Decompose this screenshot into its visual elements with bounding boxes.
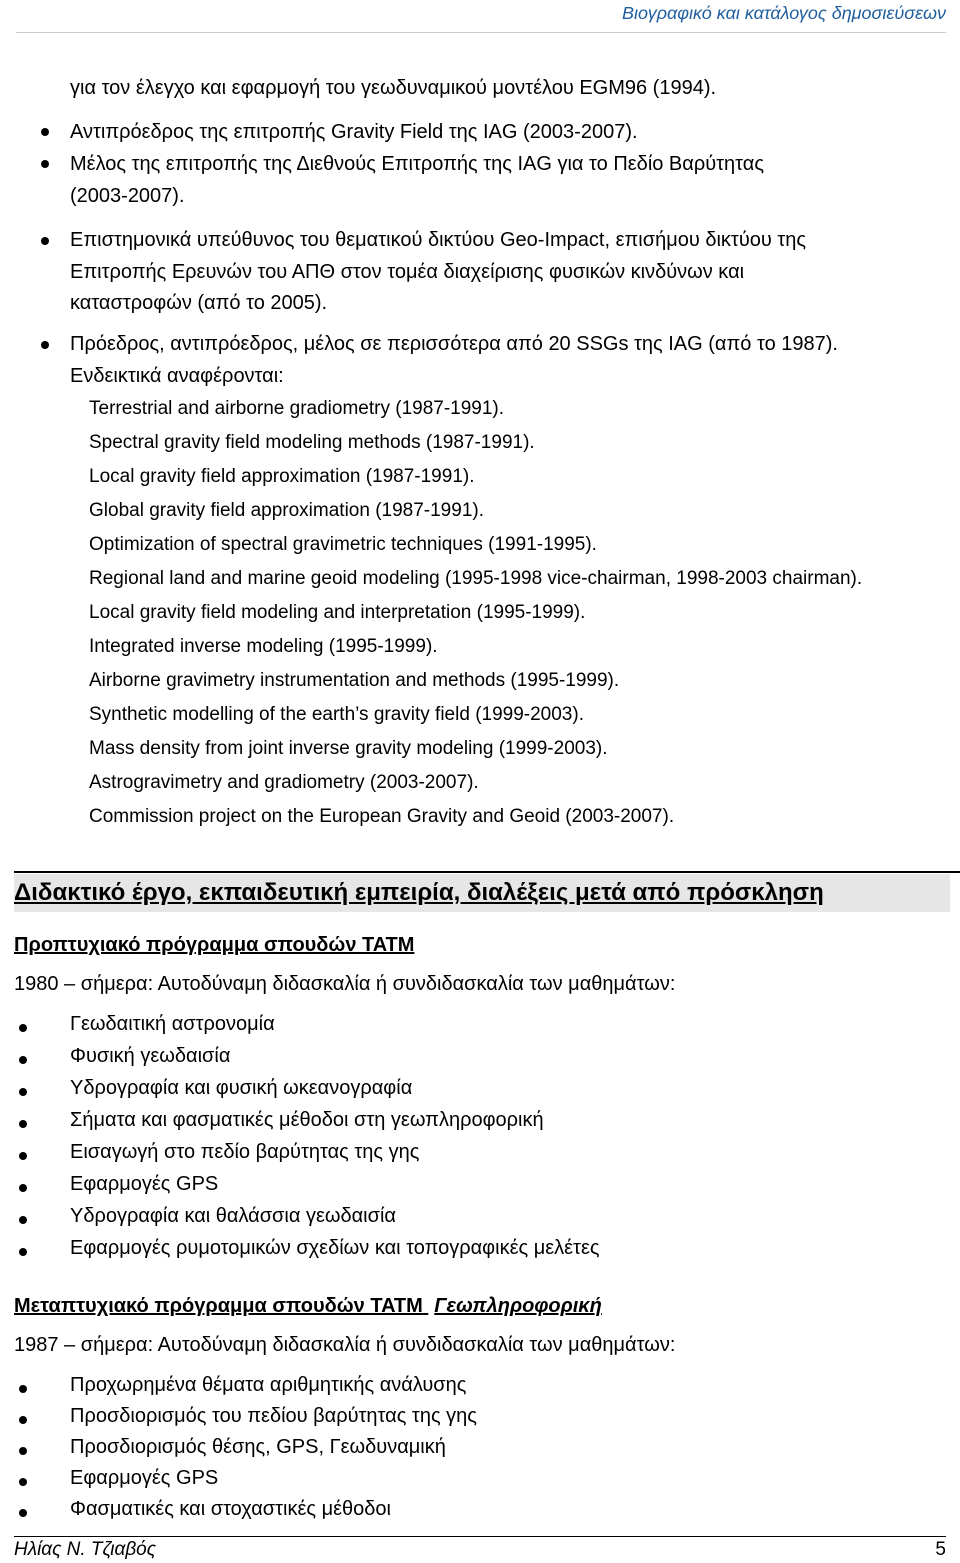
role-item: Μέλος της επιτροπής της Διεθνούς Επιτροπής της IAG για το Πεδίο Βαρύτητας xyxy=(70,153,764,175)
role-item: Αντιπρόεδρος της επιτροπής Gravity Field της IAG (2003-2007). xyxy=(70,121,638,143)
course-item: Προσδιορισμός θέσης, GPS, Γεωδυναμική xyxy=(70,1436,446,1458)
bullet-icon xyxy=(19,1184,27,1192)
page-number: 5 xyxy=(935,1539,946,1560)
ssg-item: Airborne gravimetry instrumentation and methods (1995-1999). xyxy=(89,670,620,691)
course-item: Σήματα και φασματικές μέθοδοι στη γεωπληροφορική xyxy=(70,1109,544,1131)
footer-author: Ηλίας Ν. Τζιαβός xyxy=(14,1539,156,1560)
role-item-continuation: καταστροφών (από το 2005). xyxy=(70,292,328,314)
course-item: Εισαγωγή στο πεδίο βαρύτητας της γης xyxy=(70,1141,420,1163)
ssg-item: Terrestrial and airborne gradiometry (1987-1991). xyxy=(89,398,505,419)
ssg-item: Mass density from joint inverse gravity modeling (1999-2003). xyxy=(89,738,608,759)
bullet-icon xyxy=(19,1509,27,1517)
ssg-item: Local gravity field modeling and interpretation (1995-1999). xyxy=(89,602,586,623)
bullet-icon xyxy=(19,1120,27,1128)
course-item: Εφαρμογές ρυμοτομικών σχεδίων και τοπογραφικές μελέτες xyxy=(70,1237,600,1259)
role-item-continuation: Ενδεικτικά αναφέρονται: xyxy=(70,365,284,387)
section-heading: Διδακτικό έργο, εκπαιδευτική εμπειρία, διαλέξεις μετά από πρόσκληση xyxy=(14,874,950,912)
course-item: Υδρογραφία και φυσική ωκεανογραφία xyxy=(70,1077,413,1099)
postgrad-heading xyxy=(14,1295,602,1318)
bullet-icon xyxy=(19,1385,27,1393)
bullet-icon xyxy=(19,1056,27,1064)
bullet-icon xyxy=(19,1024,27,1032)
course-item: Υδρογραφία και θαλάσσια γεωδαισία xyxy=(70,1205,396,1227)
undergrad-intro: 1980 – σήμερα: Αυτοδύναμη διδασκαλία ή συνδιδασκαλία των μαθημάτων: xyxy=(14,973,676,995)
running-header: Βιογραφικό και κατάλογος δημοσιεύσεων xyxy=(622,3,946,23)
course-item: Προχωρημένα θέματα αριθμητικής ανάλυσης xyxy=(70,1374,467,1396)
postgrad-intro: 1987 – σήμερα: Αυτοδύναμη διδασκαλία ή συνδιδασκαλία των μαθημάτων: xyxy=(14,1334,676,1356)
ssg-item: Astrogravimetry and gradiometry (2003-2007). xyxy=(89,772,479,793)
course-item: Γεωδαιτική αστρονομία xyxy=(70,1013,275,1035)
header-divider xyxy=(16,32,946,33)
ssg-item: Commission project on the European Gravity and Geoid (2003-2007). xyxy=(89,806,675,827)
section-divider xyxy=(14,871,960,873)
bullet-icon xyxy=(19,1248,27,1256)
postgrad-heading-text: Μεταπτυχιακό πρόγραμμα σπουδών ΤΑΤΜ xyxy=(14,1295,423,1317)
undergrad-heading: Προπτυχιακό πρόγραμμα σπουδών ΤΑΤΜ xyxy=(14,934,415,956)
ssg-item: Global gravity field approximation (1987-1991). xyxy=(89,500,484,521)
role-item: Πρόεδρος, αντιπρόεδρος, μέλος σε περισσότερα από 20 SSGs της IAG (από το 1987). xyxy=(70,333,838,355)
bullet-icon xyxy=(41,237,49,245)
continuation-line: για τον έλεγχο και εφαρμογή του γεωδυναμικού μοντέλου EGM96 (1994). xyxy=(70,77,717,99)
ssg-item: Local gravity field approximation (1987-1991). xyxy=(89,466,475,487)
bullet-icon xyxy=(19,1088,27,1096)
bullet-icon xyxy=(41,128,49,136)
bullet-icon xyxy=(19,1478,27,1486)
ssg-item: Synthetic modelling of the earth’s gravity field (1999-2003). xyxy=(89,704,584,725)
course-item: Εφαρμογές GPS xyxy=(70,1173,219,1195)
course-item: Φασματικές και στοχαστικές μέθοδοι xyxy=(70,1498,391,1520)
bullet-icon xyxy=(19,1216,27,1224)
course-item: Εφαρμογές GPS xyxy=(70,1467,219,1489)
ssg-item: Regional land and marine geoid modeling (1995-1998 vice-chairman, 1998-2003 chairman). xyxy=(89,568,863,589)
role-item: Επιστημονικά υπεύθυνος του θεματικού δικτύου Geo-Impact, επισήμου δικτύου της xyxy=(70,229,807,251)
role-item-continuation: Επιτροπής Ερευνών του ΑΠΘ στον τομέα διαχείρισης φυσικών κινδύνων και xyxy=(70,261,745,283)
bullet-icon xyxy=(41,160,49,168)
ssg-item: Optimization of spectral gravimetric techniques (1991-1995). xyxy=(89,534,597,555)
role-item-continuation: (2003-2007). xyxy=(70,185,185,207)
ssg-item: Integrated inverse modeling (1995-1999). xyxy=(89,636,438,657)
bullet-icon xyxy=(19,1447,27,1455)
bullet-icon xyxy=(19,1152,27,1160)
footer-divider xyxy=(14,1536,946,1537)
postgrad-heading-program: Γεωπληροφορική xyxy=(434,1295,602,1317)
bullet-icon xyxy=(19,1416,27,1424)
course-item: Προσδιορισμός του πεδίου βαρύτητας της γης xyxy=(70,1405,477,1427)
ssg-item: Spectral gravity field modeling methods (1987-1991). xyxy=(89,432,535,453)
bullet-icon xyxy=(41,341,49,349)
course-item: Φυσική γεωδαισία xyxy=(70,1045,231,1067)
